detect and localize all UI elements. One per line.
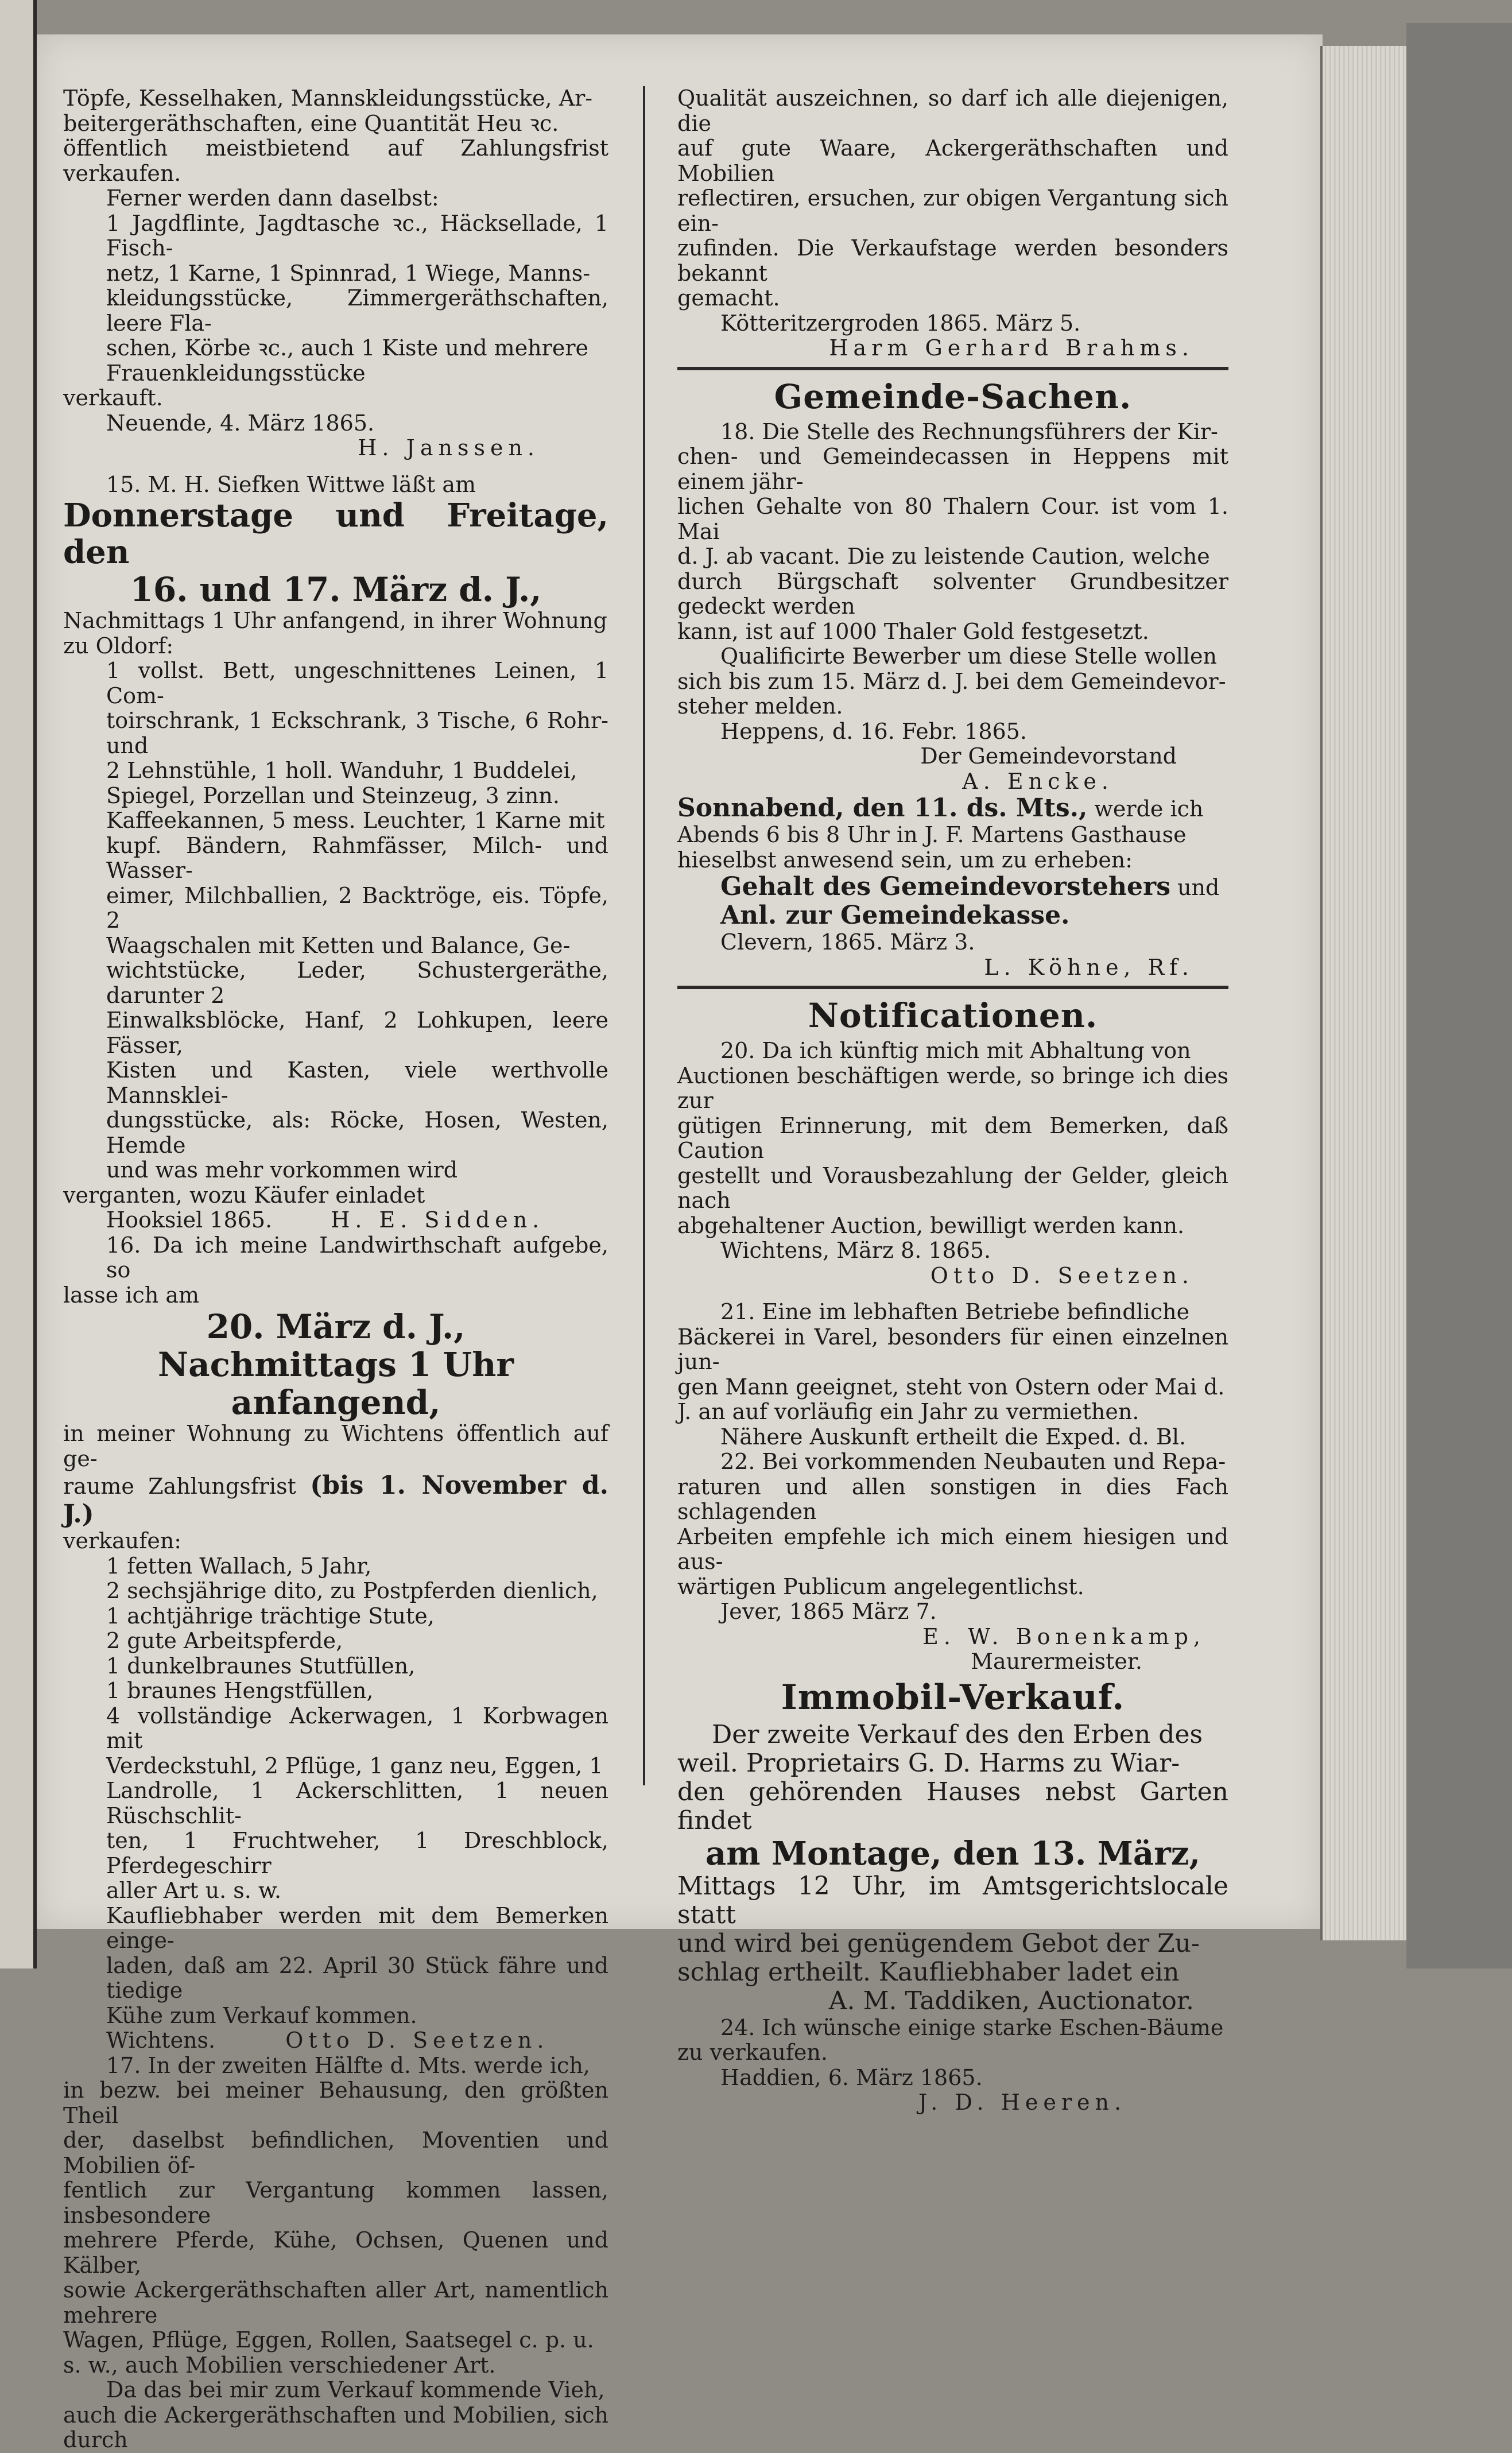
text-line: 1 vollst. Bett, ungeschnittenes Leinen, 1 Com-: [106, 658, 608, 708]
text-line: Kisten und Kasten, viele werthvolle Mannsklei-: [106, 1057, 608, 1108]
text-line: hieselbst anwesend sein, um zu erheben:: [677, 847, 1133, 873]
text-line: steher melden.: [677, 693, 843, 719]
emphasis: Gehalt des Gemeindevorstehers: [720, 872, 1170, 901]
list-item: 1 fetten Wallach, 5 Jahr,: [106, 1553, 372, 1579]
previous-page-edge: [0, 0, 37, 1968]
text-line: gemacht.: [677, 285, 780, 311]
ad-15: [63, 472, 608, 1233]
ad-22: [677, 1450, 1228, 1675]
text-line: sowie Ackergeräthschaften aller Art, namentlich mehrere: [63, 2277, 608, 2328]
page-stack-edge: [1320, 46, 1409, 1940]
signature-place: Wichtens.: [106, 2028, 216, 2053]
section-heading: Notificationen.: [808, 996, 1098, 1035]
text-line: wärtigen Publicum angelegentlichst.: [677, 1574, 1084, 1599]
text-line: der, daselbst befindlichen, Moventien und Mobilien öf-: [63, 2128, 608, 2178]
ad-intro: 15. M. H. Siefken Wittwe läßt am: [106, 471, 476, 497]
text-line: 22. Bei vorkommenden Neubauten und Repa-: [720, 1449, 1226, 1474]
text-line: in bezw. bei meiner Behausung, den größten Theil: [63, 2078, 608, 2128]
text-line: Nähere Auskunft ertheilt die Exped. d. Bl.: [720, 1424, 1187, 1450]
ad-24: [677, 2016, 1228, 2115]
text-line: und was mehr vorkommen wird: [106, 1157, 458, 1183]
text-line: Nachmittags 1 Uhr anfangend, in ihrer Wohnung: [63, 608, 607, 633]
headline-date: Donnerstage und Freitage, den: [63, 497, 608, 571]
text-line: beitergeräthschaften, eine Quantität Heu ꝛc.: [63, 110, 559, 136]
date-line: Kötteritzergroden 1865. März 5.: [720, 310, 1081, 336]
ad-17: [63, 2053, 608, 2453]
text-line: Frauenkleidungsstücke: [106, 360, 366, 386]
text-line: Ferner werden dann daselbst:: [106, 185, 439, 211]
text-line: Kühe zum Verkauf kommen.: [106, 2002, 417, 2028]
signature-name: H. E. Sidden.: [331, 1207, 545, 1233]
text-line: 17. In der zweiten Hälfte d. Mts. werde ich,: [106, 2052, 590, 2078]
ad-21: [677, 1300, 1228, 1450]
signature: Otto D. Seetzen.: [930, 1262, 1194, 1288]
text-line: und wird bei genügendem Gebot der Zu-: [677, 1928, 1200, 1958]
list-item: Verdeckstuhl, 2 Pflüge, 1 ganz neu, Eggen, 1: [106, 1753, 603, 1778]
date-line: Wichtens, März 8. 1865.: [720, 1238, 991, 1263]
text-line: gestellt und Vorausbezahlung der Gelder, gleich nach: [677, 1162, 1228, 1213]
text-line: zufinden. Die Verkaufstage werden besonders bekannt: [677, 235, 1228, 286]
text-line: schlag ertheilt. Kaufliebhaber ladet ein: [677, 1957, 1180, 1987]
section-rule: [677, 367, 1228, 370]
text-line: 18. Die Stelle des Rechnungsführers der Kir-: [720, 418, 1218, 444]
list-item: ten, 1 Fruchtweher, 1 Dreschblock, Pferdegeschirr: [106, 1828, 608, 1878]
text-line: kleidungsstücke, Zimmergeräthschaften, leere Fla-: [106, 285, 608, 336]
text-line: dungsstücke, als: Röcke, Hosen, Westen, Hemde: [106, 1107, 608, 1158]
text-line: s. w., auch Mobilien verschiedener Art.: [63, 2352, 496, 2378]
text-line: Qualität auszeichnen, so darf ich alle diejenigen, die: [677, 86, 1228, 136]
signature: A. M. Taddiken, Auctionator.: [828, 1986, 1194, 2016]
date-line: Heppens, d. 16. Febr. 1865.: [720, 718, 1027, 744]
text-line: reflectiren, ersuchen, zur obigen Vergantung sich ein-: [677, 185, 1228, 236]
signature: E. W. Bonenkamp,: [922, 1623, 1205, 1649]
text-line: Einwalksblöcke, Hanf, 2 Lohkupen, leere Fässer,: [106, 1007, 608, 1058]
text-line: toirschrank, 1 Eckschrank, 3 Tische, 6 Rohr- und: [106, 708, 608, 758]
text-line: verganten, wozu Käufer einladet: [63, 1182, 425, 1208]
payment-deadline: (bis 1. November d. J.): [63, 1471, 608, 1529]
text-line: 20. Da ich künftig mich mit Abhaltung von: [720, 1038, 1191, 1063]
text-part: raume Zahlungsfrist: [63, 1474, 311, 1499]
date-line: Clevern, 1865. März 3.: [720, 929, 975, 955]
text-line: Qualificirte Bewerber um diese Stelle wollen: [720, 644, 1217, 669]
text-line: Töpfe, Kesselhaken, Mannskleidungsstücke, Ar-: [63, 86, 593, 111]
signature-place: Hooksiel 1865.: [106, 1207, 273, 1233]
headline-time: Nachmittags 1 Uhr anfangend,: [158, 1345, 514, 1422]
emphasis: Anl. zur Gemeindekasse.: [720, 901, 1070, 930]
signature-title: Der Gemeindevorstand: [920, 743, 1177, 769]
text-line: öffentlich meistbietend auf Zahlungsfrist verkaufen.: [63, 135, 608, 186]
signature-name: Otto D. Seetzen.: [285, 2028, 549, 2053]
text-line: lasse ich am: [63, 1282, 200, 1308]
text-line: Kaufliebhaber werden mit dem Bemerken einge-: [106, 1902, 608, 1953]
text-line: schen, Körbe ꝛc., auch 1 Kiste und mehrere: [106, 335, 588, 361]
ad-intro: 16. Da ich meine Landwirthschaft aufgebe, so: [106, 1232, 608, 1282]
signature: Harm Gerhard Brahms.: [829, 335, 1194, 361]
list-item: 1 dunkelbraunes Stutfüllen,: [106, 1653, 416, 1679]
text-line: verkaufen:: [63, 1528, 182, 1553]
text-line: Mittags 12 Uhr, im Amtsgerichtslocale statt: [677, 1871, 1228, 1929]
text-line: Auctionen beschäftigen werde, so bringe ich dies zur: [677, 1063, 1228, 1113]
text-line: raturen und allen sonstigen in dies Fach schlagenden: [677, 1474, 1228, 1524]
text-line: eimer, Milchballien, 2 Backtröge, eis. Töpfe, 2: [106, 882, 608, 933]
list-item: Landrolle, 1 Ackerschlitten, 1 neuen Rüschschlit-: [106, 1778, 608, 1828]
ad-16: [63, 1233, 608, 2053]
book-cover-edge: [1406, 23, 1512, 1968]
right-column: [677, 86, 1228, 2115]
text-line: zu verkaufen.: [677, 2040, 828, 2065]
section-rule: [677, 986, 1228, 989]
text-line: verkauft.: [63, 385, 163, 410]
text-line: [63, 1471, 608, 1529]
ad-20: [677, 1038, 1228, 1288]
text-line: zu Oldorf:: [63, 633, 174, 658]
list-item: 2 gute Arbeitspferde,: [106, 1628, 343, 1653]
list-item: aller Art u. s. w.: [106, 1878, 282, 1903]
text-line: auf gute Waare, Ackergeräthschaften und Mobilien: [677, 135, 1228, 186]
headline-date: am Montage, den 13. März,: [705, 1834, 1200, 1873]
text-line: lichen Gehalte von 80 Thalern Cour. ist vom 1. Mai: [677, 494, 1228, 544]
text-line: Wagen, Pflüge, Eggen, Rollen, Saatsegel c. p. u.: [63, 2327, 594, 2353]
text-line: d. J. ab vacant. Die zu leistende Caution, welche: [677, 544, 1210, 569]
text-line: netz, 1 Karne, 1 Spinnrad, 1 Wiege, Manns-: [106, 260, 591, 286]
text-line: den gehörenden Hauses nebst Garten findet: [677, 1777, 1228, 1835]
text-line: Kaffeekannen, 5 mess. Leuchter, 1 Karne mit: [106, 808, 605, 833]
text-line: kann, ist auf 1000 Thaler Gold festgesetzt.: [677, 618, 1149, 644]
headline-date: 20. März d. J.,: [206, 1307, 466, 1346]
text-line: mehrere Pferde, Kühe, Ochsen, Quenen und Kälber,: [63, 2227, 608, 2278]
headline-date: Sonnabend, den 11. ds. Mts.,: [677, 793, 1088, 823]
ad-18: [677, 420, 1228, 795]
date-line: Jever, 1865 März 7.: [720, 1599, 937, 1624]
text-line: kupf. Bändern, Rahmfässer, Milch- und Wasser-: [106, 832, 608, 883]
text-line: weil. Proprietairs G. D. Harms zu Wiar-: [677, 1748, 1180, 1778]
text-line: Arbeiten empfehle ich mich einem hiesigen und aus-: [677, 1524, 1228, 1574]
signature-line: [63, 2028, 608, 2053]
ad-headline: Immobil-Verkauf.: [781, 1677, 1125, 1718]
list-item: 1 achtjährige trächtige Stute,: [106, 1603, 435, 1629]
signature-line: [63, 1208, 608, 1233]
list-item: 1 braunes Hengstfüllen,: [106, 1678, 374, 1703]
signature-title: Maurermeister.: [971, 1649, 1142, 1674]
text-line: J. an auf vorläufig ein Jahr zu vermiethen.: [677, 1399, 1139, 1424]
text-line: Der zweite Verkauf des den Erben des: [712, 1719, 1203, 1749]
text-line: Abends 6 bis 8 Uhr in J. F. Martens Gasthause: [677, 822, 1187, 847]
text-line: auch die Ackergeräthschaften und Mobilien, sich durch: [63, 2402, 608, 2452]
column-divider: [643, 86, 645, 1785]
section-heading: Gemeinde-Sachen.: [774, 377, 1132, 416]
text-line: in meiner Wohnung zu Wichtens öffentlich auf ge-: [63, 1421, 608, 1471]
text-line: 2 Lehnstühle, 1 holl. Wanduhr, 1 Buddelei,: [106, 758, 577, 783]
text-line: 21. Eine im lebhaften Betriebe befindliche: [720, 1299, 1190, 1324]
text-part: werde ich: [1087, 796, 1204, 821]
text-line: abgehaltener Auction, bewilligt werden kann.: [677, 1212, 1185, 1238]
ad-19: [677, 794, 1228, 980]
date-line: Haddien, 6. März 1865.: [720, 2064, 983, 2090]
date-line: Neuende, 4. März 1865.: [106, 410, 375, 436]
list-item: 2 sechsjährige dito, zu Postpferden dienlich,: [106, 1578, 598, 1603]
text-line: chen- und Gemeindecassen in Heppens mit einem jähr-: [677, 444, 1228, 494]
text-line: Spiegel, Porzellan und Steinzeug, 3 zinn.: [106, 782, 560, 808]
left-column: [63, 86, 608, 2453]
text-line: Waagschalen mit Ketten und Balance, Ge-: [106, 932, 571, 958]
text-line: sich bis zum 15. März d. J. bei dem Gemeindevor-: [677, 668, 1226, 694]
text-line: gütigen Erinnerung, mit dem Bemerken, daß Caution: [677, 1113, 1228, 1163]
text-line: Bäckerei in Varel, besonders für einen einzelnen jun-: [677, 1324, 1228, 1374]
text-line: durch Bürgschaft solventer Grundbesitzer gedeckt werden: [677, 568, 1228, 619]
text-line: [677, 794, 1228, 823]
signature: L. Köhne, Rf.: [984, 954, 1194, 980]
signature: H. Janssen.: [358, 435, 540, 460]
text-line: Da das bei mir zum Verkauf kommende Vieh,: [106, 2377, 605, 2402]
text-line: 1 Jagdflinte, Jagdtasche ꝛc., Häcksellade, 1 Fisch-: [106, 210, 608, 261]
text-line: [677, 873, 1228, 901]
text-line: fentlich zur Vergantung kommen lassen, insbesondere: [63, 2177, 608, 2228]
ad-17-continued: [677, 86, 1228, 361]
text-line: laden, daß am 22. April 30 Stück fähre und tiedige: [106, 1952, 608, 2003]
text-line: 24. Ich wünsche einige starke Eschen-Bäume: [720, 2014, 1224, 2040]
text-part: und: [1170, 875, 1220, 900]
signature: J. D. Heeren.: [918, 2090, 1127, 2115]
signature: A. Encke.: [962, 768, 1114, 794]
headline-date: 16. und 17. März d. J.,: [130, 570, 542, 609]
list-item: 4 vollständige Ackerwagen, 1 Korbwagen mit: [106, 1703, 608, 1753]
text-line: wichtstücke, Leder, Schustergeräthe, darunter 2: [106, 958, 608, 1008]
text-line: gen Mann geeignet, steht von Ostern oder Mai d.: [677, 1374, 1225, 1400]
ad-23: [677, 1675, 1228, 2016]
ad-14-continued: [63, 86, 608, 461]
